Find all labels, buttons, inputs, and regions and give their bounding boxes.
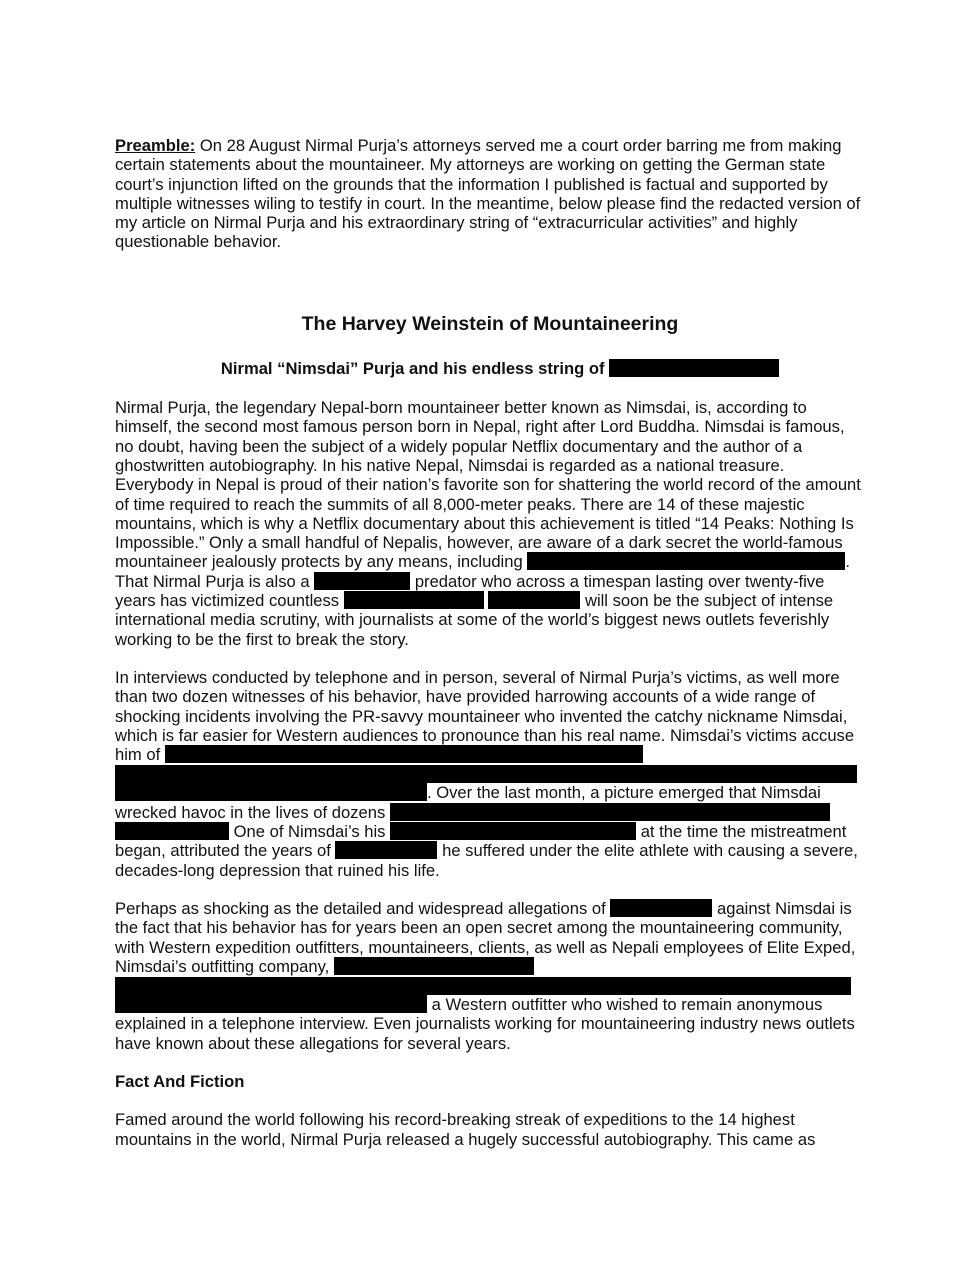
p3-text-a: Perhaps as shocking as the detailed and widespread allegations of	[115, 898, 611, 918]
body-paragraph-2	[115, 668, 865, 880]
body-paragraph-4	[115, 1110, 865, 1149]
p3-text-c: a Western outfitter who wished to remain anonymous explained in a telephone interview. Even journalists working for mountaineering industry news outlets have known about these allegations for several years.	[115, 995, 855, 1053]
redaction-block	[165, 745, 643, 763]
p1-text-b: . That Nirmal Purja is also a	[115, 552, 850, 591]
article-subtitle-text: Nirmal “Nimsdai” Purja and his endless string of	[220, 358, 610, 378]
redaction-block	[335, 841, 437, 859]
article-subtitle	[115, 359, 865, 378]
redaction-block	[344, 591, 484, 609]
p2-text-a: In interviews conducted by telephone and in person, several of Nirmal Purja’s victims, as well more than two dozen witnesses of his behavior, have provided harrowing accounts of a wide range of shocking incidents involving the PR-savvy mountaineer who invented the catchy nickname Nimsdai, which is far easier for Western audiences to pronounce than his real name. Nimsdai’s victims accuse him of	[115, 667, 855, 765]
redaction-block	[610, 899, 712, 917]
p1-text-d: will soon be the subject of intense international media scrutiny, with journalists at some of the world’s biggest news outlets feverishly working to be the first to break the story.	[115, 591, 834, 649]
redaction-block	[609, 359, 779, 377]
preamble-text: On 28 August Nirmal Purja’s attorneys served me a court order barring me from making certain statements about the mountaineer. My attorneys are working on getting the German state court’s injunction lifted on the grounds that the information I published is factual and supported by multiple witnesses wiling to testify in court. In the meantime, below please find the redacted version of my article on Nirmal Purja and his extraordinary string of “extracurricular activities” and highly questionable behavior.	[115, 136, 861, 252]
p2-text-c: One of Nimsdai’s his	[229, 822, 391, 842]
redaction-block	[334, 957, 534, 975]
section-heading: Fact And Fiction	[115, 1071, 245, 1091]
body-paragraph-3	[115, 899, 865, 1053]
redaction-block	[390, 803, 830, 821]
redaction-block	[115, 765, 857, 783]
redaction-block	[115, 995, 427, 1013]
redaction-block	[527, 552, 845, 570]
redaction-block	[115, 822, 229, 840]
p3-text-b: against Nimsdai is the fact that his behavior has for years been an open secret among the mountaineering community, with Western expedition outfitters, mountaineers, clients, as well as Nepali employees of Elite Exped, Nimsdai’s outfitting company,	[115, 898, 856, 976]
p2-text-d: at the time the mistreatment began, attributed the years of	[115, 822, 847, 861]
redaction-block	[314, 572, 410, 590]
document-page	[115, 136, 865, 1149]
p1-text-c: predator who across a timespan lasting over twenty-five years has victimized countless	[115, 571, 825, 611]
redaction-block	[115, 977, 851, 995]
p4-text-a: Famed around the world following his record-breaking streak of expeditions to the 14 highest mountains in the world, Nirmal Purja released a hugely successful autobiography. This came as	[115, 1110, 816, 1149]
p2-text-e: he suffered under the elite athlete with causing a severe, decades-long depression that ruined his life.	[115, 841, 858, 880]
redaction-block	[488, 591, 580, 609]
redaction-block	[390, 822, 636, 840]
p2-text-b: . Over the last month, a picture emerged that Nimsdai wrecked havoc in the lives of dozens	[115, 783, 821, 822]
body-paragraph-1	[115, 398, 865, 649]
article-title: The Harvey Weinstein of Mountaineering	[301, 312, 679, 335]
preamble-label: Preamble:	[115, 136, 196, 155]
preamble-paragraph	[115, 136, 865, 252]
redaction-block	[115, 783, 427, 801]
p1-text-a: Nirmal Purja, the legendary Nepal-born mountaineer better known as Nimsdai, is, according to himself, the second most famous person born in Nepal, right after Lord Buddha. Nimsdai is famous, no doubt, having been the subject of a widely popular Netflix documentary and the author of a ghostwritten autobiography. In his native Nepal, Nimsdai is regarded as a national treasure. Everybody in Nepal is proud of their nation’s favorite son for shattering the world record of the amount of time required to reach the summits of all 8,000-meter peaks. There are 14 of these majestic mountains, which is why a Netflix documentary about this achievement is titled “14 Peaks: Nothing Is Impossible.” Only a small handful of Nepalis, however, are aware of a dark secret the world-famous mountaineer jealously protects by any means, including	[115, 398, 861, 572]
